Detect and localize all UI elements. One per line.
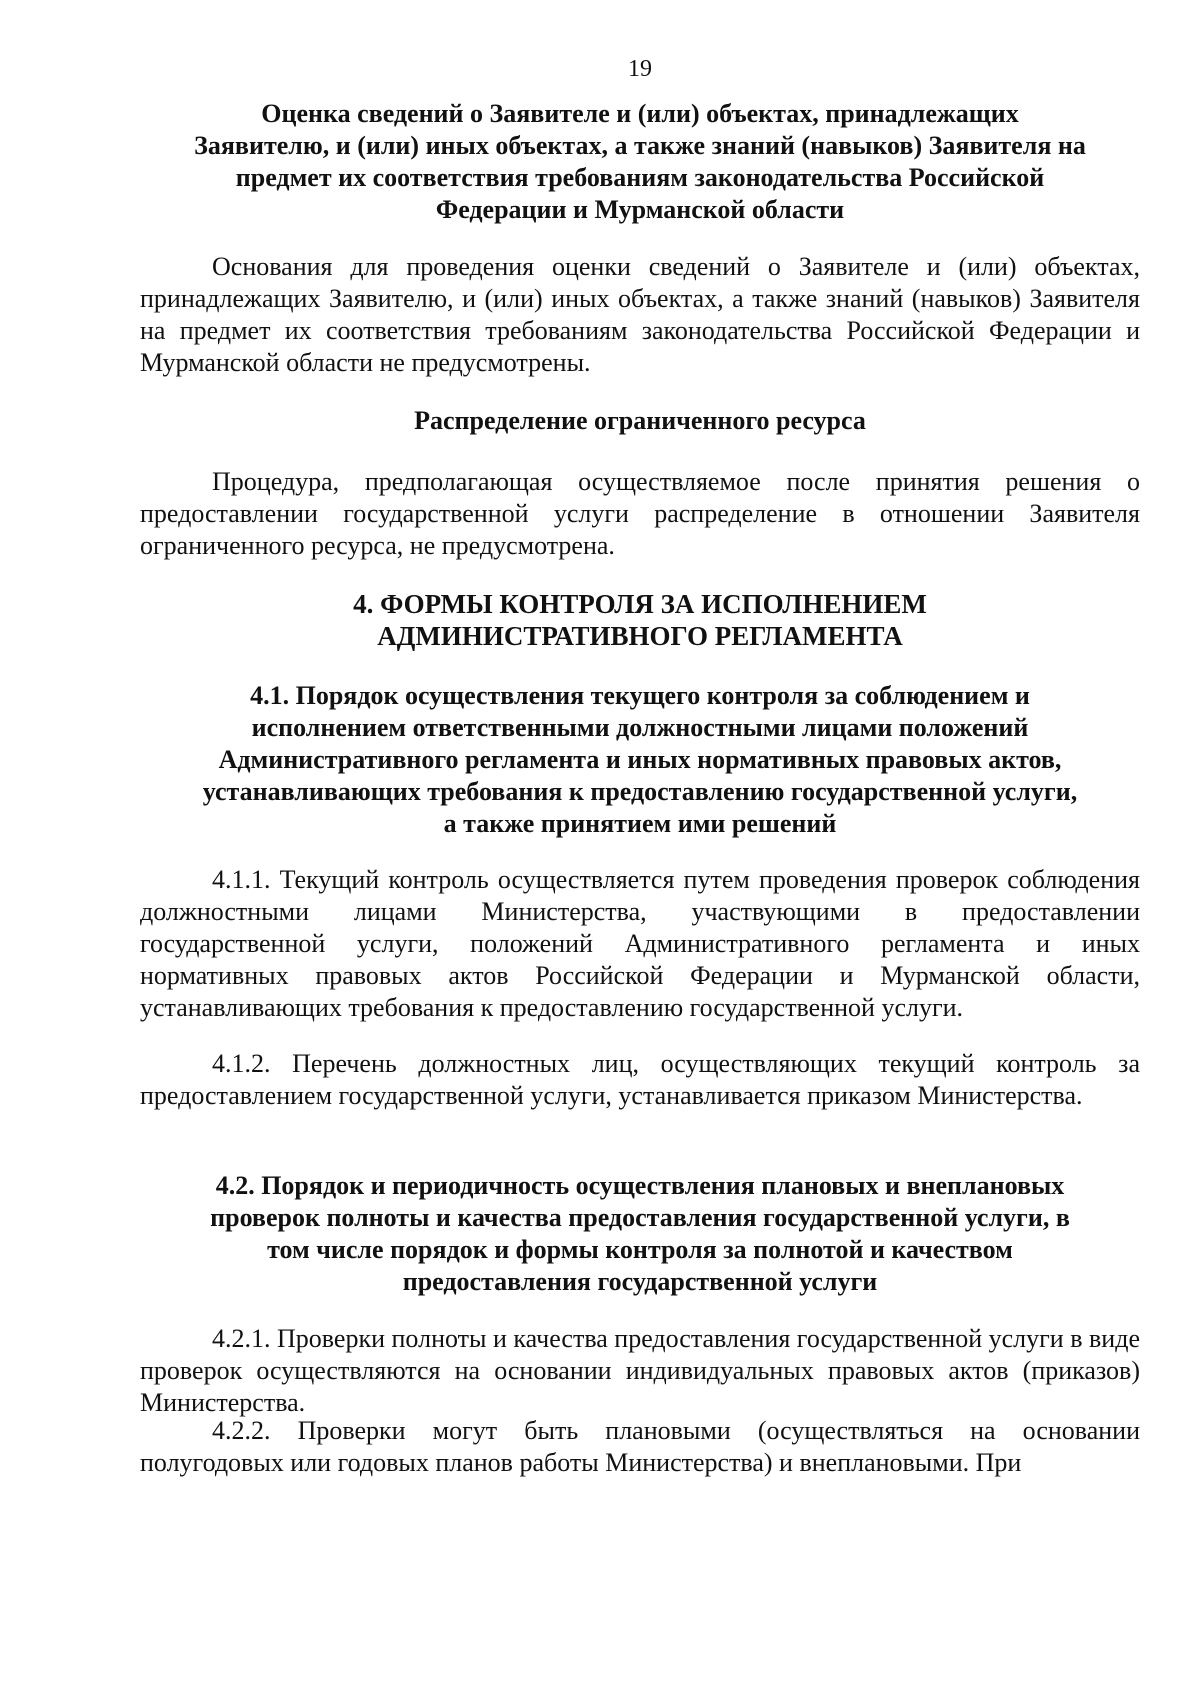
page-number: 19 — [628, 56, 652, 82]
heading-assessment: Оценка сведений о Заявителе и (или) объектах, принадлежащих Заявителю, и (или) иных объектах, а также знаний (навыков) Заявителя на предмет их соответствия требованиям законодательства Российской Федерации и Мурманской области — [194, 99, 1086, 224]
paragraph-limited-resource: Процедура, предполагающая осуществляемое после принятия решения о предоставлении государственной услуги распределение в отношении Заявителя ограниченного ресурса, не предусмотрена. — [140, 467, 1140, 560]
heading-limited-resource: Распределение ограниченного ресурса — [414, 406, 866, 435]
heading-section-4: 4. ФОРМЫ КОНТРОЛЯ ЗА ИСПОЛНЕНИЕМ АДМИНИСТРАТИВНОГО РЕГЛАМЕНТА — [353, 589, 927, 651]
paragraph-4-2-2: 4.2.2. Проверки могут быть плановыми (осуществляться на основании полугодовых или годовых планов работы Министерства) и внеплановыми. При — [140, 1416, 1140, 1477]
paragraph-4-1-1: 4.1.1. Текущий контроль осуществляется путем проведения проверок соблюдения должностными лицами Министерства, участвующими в предоставлении государственной услуги, положений Административного регламента и иных нормативных правовых актов Российской Федерации и Мурманской области, устанавливающих требования к предоставлению государственной услуги. — [140, 865, 1140, 1022]
paragraph-assessment-grounds: Основания для проведения оценки сведений о Заявителе и (или) объектах, принадлежащих Заявителю, и (или) иных объектах, а также знаний (навыков) Заявителя на предмет их соответствия требованиям законодательства Российской Федерации и Мурманской области не предусмотрены. — [140, 252, 1140, 377]
heading-4-2: 4.2. Порядок и периодичность осуществления плановых и внеплановых проверок полноты и качества предоставления государственной услуги, в том числе порядок и формы контроля за полнотой и качеством предоставления государственной услуги — [210, 1171, 1070, 1296]
document-page — [140, 0, 1140, 1689]
heading-4-1: 4.1. Порядок осуществления текущего контроля за соблюдением и исполнением ответственными должностными лицами положений Административного регламента и иных нормативных правовых актов, устанавливающих требования к предоставлению государственной услуги, а также принятием ими решений — [202, 681, 1078, 838]
paragraph-4-1-2: 4.1.2. Перечень должностных лиц, осуществляющих текущий контроль за предоставлением государственной услуги, устанавливается приказом Министерства. — [140, 1049, 1140, 1110]
paragraph-4-2-1: 4.2.1. Проверки полноты и качества предоставления государственной услуги в виде проверок осуществляются на основании индивидуальных правовых актов (приказов) Министерства. — [140, 1324, 1140, 1417]
